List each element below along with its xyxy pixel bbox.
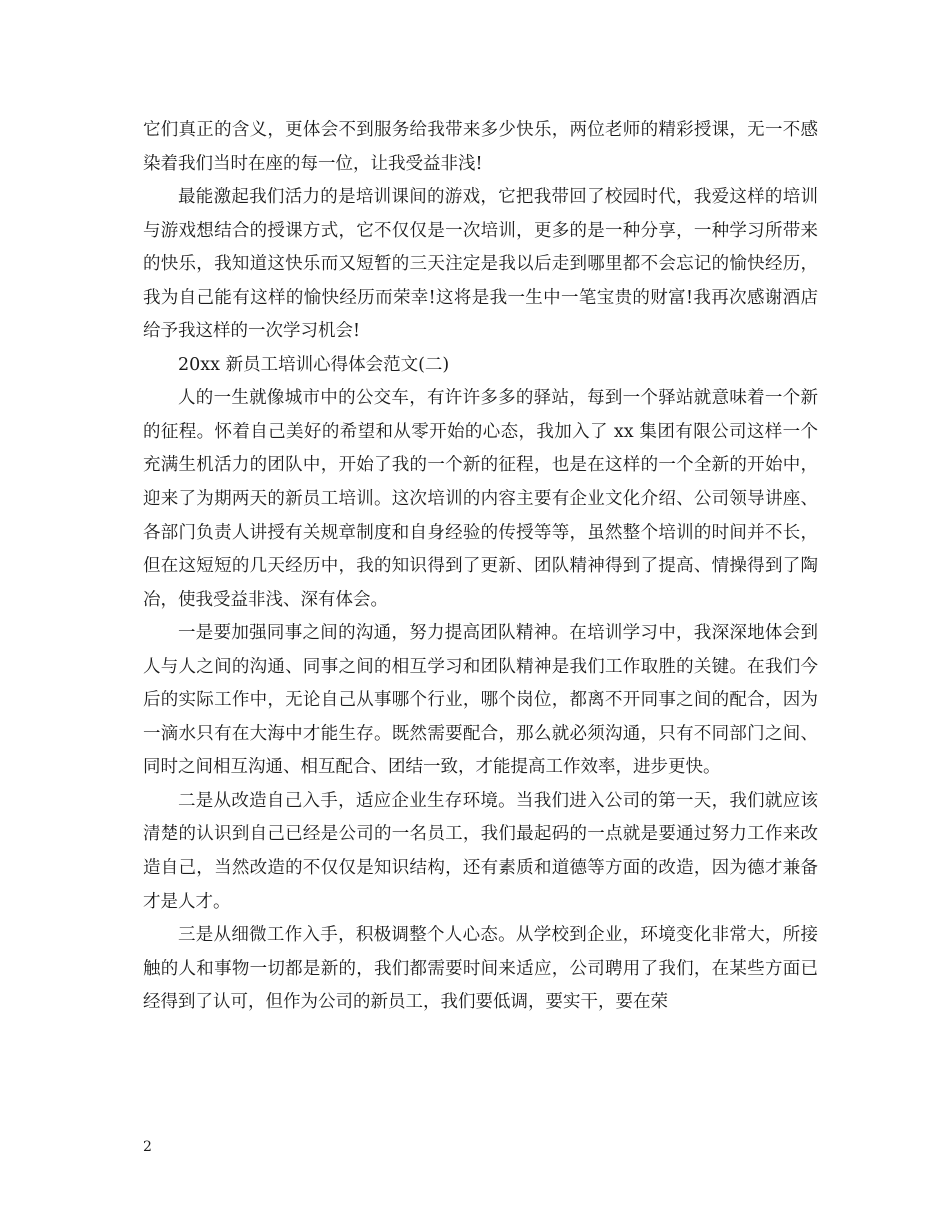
paragraph-point-three: 三是从细微工作入手，积极调整个人心态。从学校到企业，环境变化非常大，所接触的人和事物一切都是新的，我们都需要时间来适应，公司聘用了我们，在某些方面已经得到了认可，但作为公司的新员工，我们要低调，要实干，要在荣	[143, 925, 818, 1013]
page-number: 2	[143, 1139, 152, 1155]
section-heading: 20xx 新员工培训心得体会范文(二)	[178, 354, 450, 375]
paragraph-point-two: 二是从改造自己入手，适应企业生存环境。当我们进入公司的第一天，我们就应该清楚的认识到自己已经是公司的一名员工，我们最起码的一点就是要通过努力工作来改造自己，当然改造的不仅仅是知识结构，还有素质和道德等方面的改造，因为德才兼备才是人才。	[143, 790, 818, 912]
paragraph-point-one: 一是要加强同事之间的沟通，努力提高团队精神。在培训学习中，我深深地体会到人与人之间的沟通、同事之间的相互学习和团队精神是我们工作取胜的关键。在我们今后的实际工作中，无论自己从事哪个行业，哪个岗位，都离不开同事之间的配合，因为一滴水只有在大海中才能生存。既然需要配合，那么就必须沟通，只有不同部门之间、同时之间相互沟通、相互配合、团结一致，才能提高工作效率，进步更快。	[143, 623, 818, 778]
paragraph-games: 最能激起我们活力的是培训课间的游戏，它把我带回了校园时代，我爱这样的培训与游戏想结合的授课方式，它不仅仅是一次培训，更多的是一种分享，一种学习所带来的快乐，我知道这快乐而又短暂的三天注定是我以后走到哪里都不会忘记的愉快经历，我为自己能有这样的愉快经历而荣幸!这将是我一生中一笔宝贵的财富!我再次感谢酒店给予我这样的一次学习机会!	[143, 187, 818, 342]
paragraph-continuation: 它们真正的含义，更体会不到服务给我带来多少快乐，两位老师的精彩授课，无一不感染着我们当时在座的每一位，让我受益非浅!	[143, 120, 818, 174]
paragraph-bus-metaphor: 人的一生就像城市中的公交车，有许许多多的驿站，每到一个驿站就意味着一个新的征程。怀着自己美好的希望和从零开始的心态，我加入了 xx 集团有限公司这样一个充满生机活力的团队中，开始了我的一个新的征程，也是在这样的一个全新的开始中，迎来了为期两天的新员工培训。这次培训的内容主要有企业文化介绍、公司领导讲座、各部门负责人讲授有关规章制度和自身经验的传授等等，虽然整个培训的时间并不长，但在这短短的几天经历中，我的知识得到了更新、团队精神得到了提高、情操得到了陶冶，使我受益非浅、深有体会。	[143, 388, 818, 610]
document-body	[143, 114, 818, 1020]
